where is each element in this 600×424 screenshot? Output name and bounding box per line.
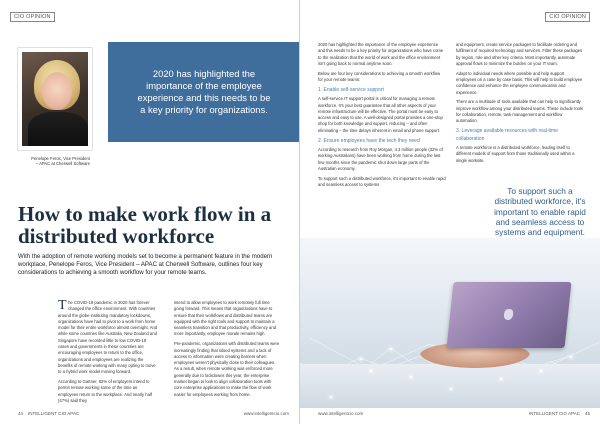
folio-url: www.intelligentcio.com [318,411,364,416]
folio-right: INTELLIGENT CIO APAC 45 [528,411,590,416]
body-column-3: 2020 has highlighted the importance of the employee experience and this needs to be a key priority for organizations who have come to the realization that the world of work and the office environment isn't going back to normal anytime soon. Below are four key considerations to achieving a smooth workflow for your remote teams: 1. Enable self-service support A self-service IT support portal is critical for managing a remote workforce. It's your best guarantee that all other aspects of your remote infrastructure will be effective. The portal must be easy to access and easy to use. A well-designed portal provides a one-stop shop for both knowledge and support, reducing – and often eliminating – the time delays inherent in email and phone support. 2. Ensure employees have the tech they need According to research from Roy Morgan, 4.3 million people (32% of working Australians) have been working from home during the last few months since the pandemic shut down large parts of the Australian economy. To support such a distributed workforce, it's important to enable rapid and seamless access to systems [318,42,446,188]
pull-quote: 2020 has highlighted the importance of the employee experience and this needs to be a key priority for organizations. [137,67,271,116]
author-photo [18,48,92,150]
subhead-2: 2. Ensure employees have the tech they need [318,137,420,144]
right-page [300,0,600,424]
body-column-2: intend to allow employees to work remotely full time going forward. This means that organizations have to ensure that their workflows and distributed teams are equipped with the right tools and support to maintain a seamless transition and that productivity, efficiency and more importantly, employee morale remains high. Pre-pandemic, organizations with distributed teams were increasingly finding that siloed systems and a lack of access to information were creating barriers when employees weren't physically close to their colleagues. As a result, when remote working was enforced more generally due to lockdowns this year, the enterprise market began to look to align collaboration tools with core enterprise applications to make the flow of work easier for employees working from home. [174,300,280,397]
folio-url: www.intelligentcio.com [243,411,289,416]
section-tag: CIO OPINION [545,12,590,22]
pull-quote-right: To support such a distributed workforce, it's important to enable rapid and seamless access to systems and equipment. [494,186,586,238]
article-headline: How to make work flow in a distributed workforce [18,202,272,249]
subhead-1: 1. Enable self-service support [318,86,384,93]
photo-caption: Penelope Feros, Vice President – APAC at Cherwell Software [31,156,90,167]
standfirst: With the adoption of remote working models set to become a permanent feature in the modern workplace, Penelope Feros, Vice President – APAC at Cherwell Software, outlines four key considerations to achieving a smooth workflow for your remote teams. [18,253,273,277]
drop-cap: T [58,298,67,313]
body-column-1: The COVID-19 pandemic in 2020 has forever changed the office environment. With countries around the globe instituting mandatory lockdowns, organizations have had to pivot to a work from home model for their entire workforce almost overnight. And while some countries like Australia, New Zealand and Singapore have recorded little to low COVID-19 cases and governments in these countries are encouraging employees to return to the office, organizations and employees are realizing the benefits of remote working with many opting to move to a hybrid work model moving forward. According to Gartner, 82% of employers intend to permit remote working some of the time as employees return to the workplace. And nearly half (47%) said they [58,298,158,403]
laptop [447,282,572,348]
pull-quote-box [108,42,300,142]
section-tag: CIO OPINION [10,12,55,22]
body-column-4: and equipment, create service packages to facilitate ordering and fulfilment of required technology and services. Filter these packages by region, role and other key criteria. Most importantly, automate approval flows to minimize the burden on your IT team. Adapt to individual needs where possible and help support employees on a case by case basis. This will help to build employee confidence and enhance the employee communication and experience. There are a multitude of tools available that can help to significantly improve workflow among your distributed teams. These include tools for collaboration, remote, task management and workflow automation. 3. Leverage available resources with real-time collaboration A remote workforce is a distributed workforce, leading itself to different models of support from those traditionally used within a single worksite. [456,42,584,163]
subhead-3: 3. Leverage available resources with real-time collaboration [456,128,558,142]
laptop-network-image [300,238,600,408]
folio-left: 44 INTELLIGENT CIO APAC [18,411,80,416]
